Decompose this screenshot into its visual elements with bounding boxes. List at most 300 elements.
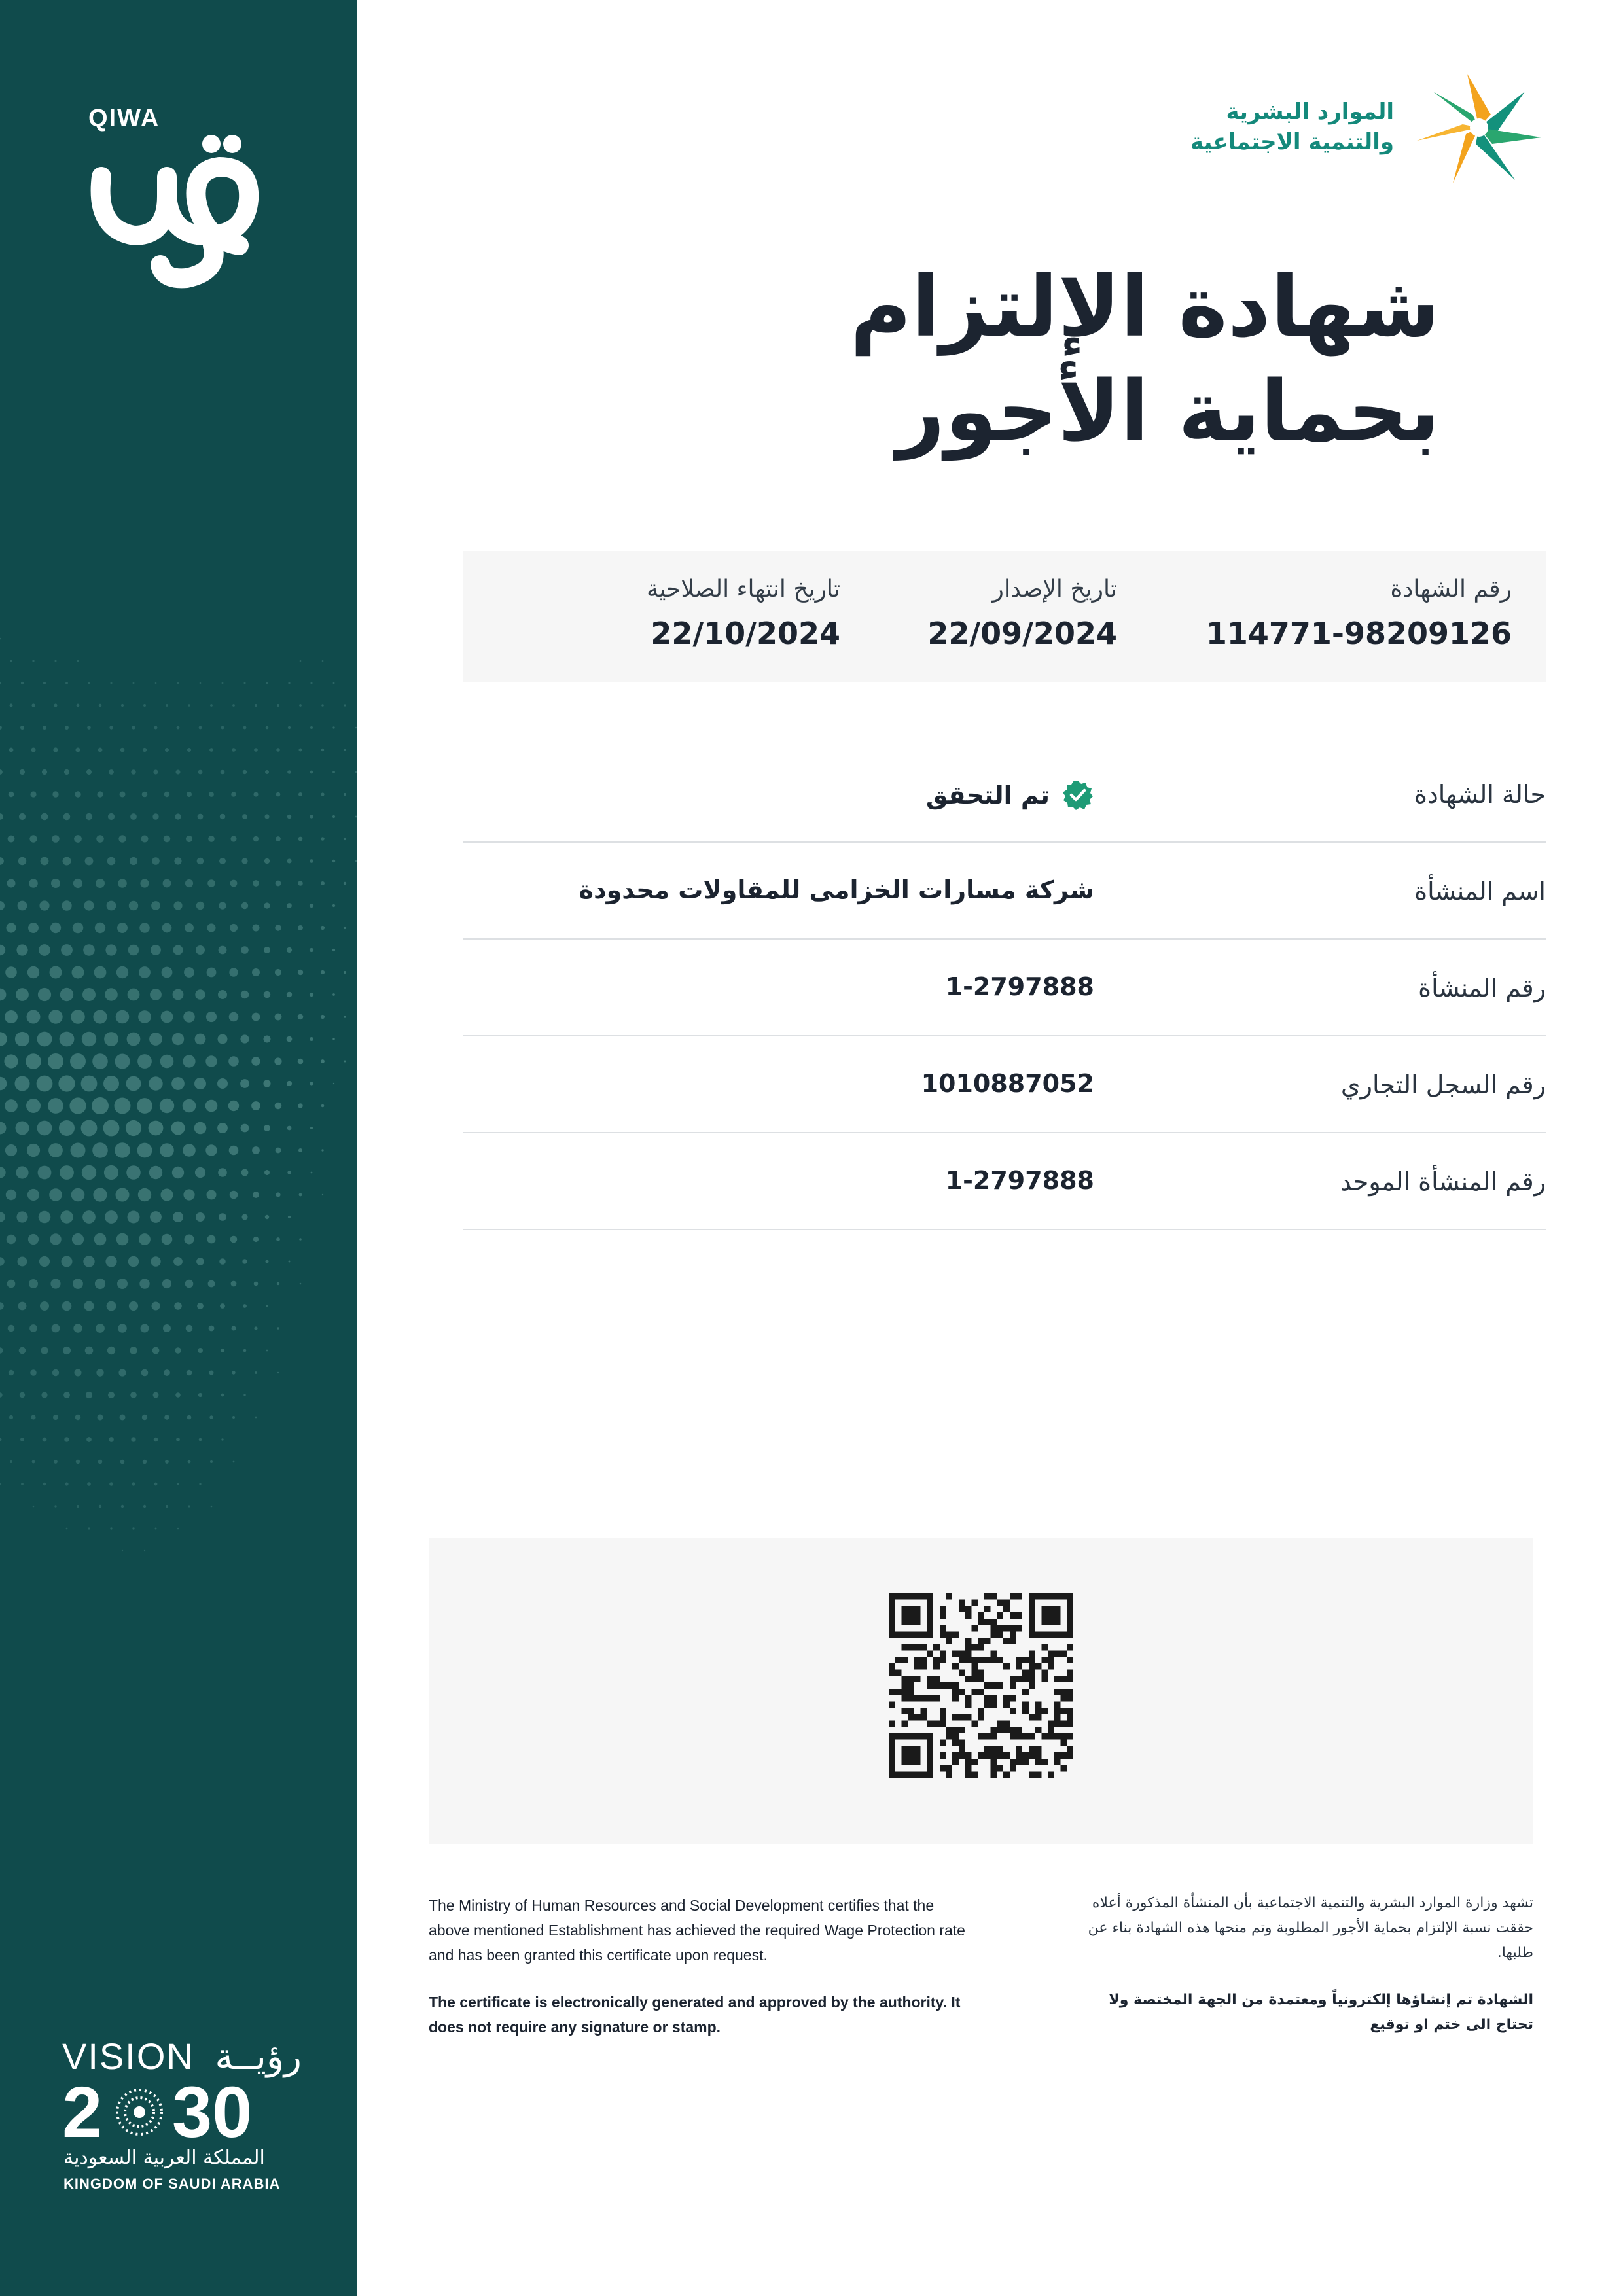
qr-module <box>1029 1651 1035 1657</box>
decorative-dot <box>287 1036 293 1042</box>
decorative-dot <box>7 879 16 888</box>
decorative-dot <box>116 1188 130 1202</box>
decorative-dot <box>165 1460 169 1464</box>
decorative-dot <box>73 923 84 934</box>
decorative-dot <box>344 749 346 751</box>
decorative-dot <box>164 836 171 843</box>
decorative-dot <box>105 988 118 1001</box>
decorative-dot <box>298 1148 302 1152</box>
decorative-dot <box>92 1097 109 1114</box>
qr-module <box>1016 1746 1022 1752</box>
decorative-dot <box>0 1392 3 1397</box>
qr-module <box>1029 1771 1035 1778</box>
decorative-dot <box>162 1234 173 1245</box>
decorative-dot <box>5 1144 17 1156</box>
decorative-dot <box>219 858 226 864</box>
qr-module <box>889 1689 895 1695</box>
decorative-dot <box>0 769 3 775</box>
decorative-dot <box>242 1259 247 1263</box>
decorative-dot <box>209 748 213 752</box>
decorative-dot <box>252 1146 260 1154</box>
decorative-dot <box>5 1010 18 1023</box>
qr-module <box>1035 1714 1042 1721</box>
decorative-dot <box>199 1483 201 1485</box>
decorative-dot <box>266 1305 268 1307</box>
decorative-dot <box>206 1012 217 1022</box>
decorative-dot <box>321 792 324 796</box>
decorative-dot <box>138 1010 151 1023</box>
qr-module <box>971 1720 978 1727</box>
decorative-dot <box>173 989 184 1000</box>
decorative-dot <box>115 1098 131 1114</box>
qr-module <box>1016 1612 1022 1619</box>
decorative-dot <box>277 1327 279 1329</box>
qr-module <box>1054 1752 1061 1759</box>
decorative-dot <box>58 1075 75 1091</box>
decorative-dot <box>199 1438 202 1441</box>
decorative-dot <box>31 1415 35 1419</box>
decorative-dot <box>129 1301 138 1311</box>
decorative-dot <box>143 1460 147 1464</box>
decorative-dot <box>149 1076 162 1090</box>
decorative-dot <box>59 1120 75 1136</box>
decorative-dot <box>321 749 324 751</box>
decorative-dot <box>20 1392 25 1398</box>
status-badge <box>926 779 1094 811</box>
decorative-dot <box>310 1127 313 1129</box>
qr-module <box>959 1657 965 1663</box>
detail-row-establishment-number <box>463 940 1546 1036</box>
qr-module <box>991 1765 997 1772</box>
decorative-dot <box>7 1280 16 1288</box>
decorative-dot <box>16 944 27 955</box>
decorative-dot <box>176 1438 180 1441</box>
qr-module <box>984 1701 991 1708</box>
qr-module <box>1022 1708 1029 1714</box>
qr-module <box>901 1644 908 1651</box>
establishment-name-label: اسم المنشأة <box>1414 877 1546 906</box>
decorative-dot <box>230 880 238 887</box>
qr-module <box>959 1606 965 1612</box>
decorative-dot <box>0 945 5 955</box>
qr-module <box>952 1759 959 1765</box>
qr-module <box>901 1708 908 1714</box>
qr-module <box>997 1657 1003 1663</box>
qr-module <box>933 1695 940 1702</box>
qr-module <box>908 1714 914 1721</box>
decorative-dot <box>60 988 73 1001</box>
qr-module <box>1067 1746 1073 1752</box>
decorative-dot <box>253 836 259 842</box>
decorative-dot <box>321 881 325 885</box>
decorative-dot <box>209 1326 215 1332</box>
qr-module <box>971 1771 978 1778</box>
qr-module <box>959 1651 965 1657</box>
decorative-dot <box>9 1370 14 1375</box>
decorative-dot <box>107 1301 116 1311</box>
decorative-dot <box>175 813 181 819</box>
decorative-dot <box>98 1460 103 1464</box>
qr-module <box>901 1606 920 1625</box>
decorative-dot <box>332 726 334 728</box>
decorative-dot <box>41 857 49 866</box>
qr-module <box>971 1663 978 1670</box>
decorative-dot <box>228 1056 239 1067</box>
qr-module <box>1054 1733 1061 1740</box>
decorative-dot <box>344 882 346 885</box>
qr-module <box>991 1759 997 1765</box>
decorative-dot <box>229 968 238 976</box>
decorative-dot <box>162 967 173 978</box>
decorative-dot <box>130 813 137 820</box>
decorative-dot <box>65 726 69 730</box>
decorative-dot <box>310 1037 313 1041</box>
decorative-dot <box>321 1104 325 1108</box>
qr-module <box>1035 1708 1042 1714</box>
decorative-dot <box>115 1142 130 1158</box>
decorative-dot <box>26 1099 41 1113</box>
qr-module <box>1003 1600 1010 1606</box>
decorative-dot <box>37 1032 52 1047</box>
qr-module <box>1048 1720 1054 1727</box>
qr-module <box>1029 1682 1035 1689</box>
qr-module <box>991 1771 997 1778</box>
qr-module <box>1029 1657 1035 1663</box>
decorative-dot <box>243 1304 247 1308</box>
decorative-dot <box>0 1257 5 1266</box>
decorative-dot <box>20 1438 24 1441</box>
decorative-dot <box>73 1279 83 1289</box>
qr-module <box>1029 1746 1035 1752</box>
qr-module <box>940 1720 946 1727</box>
decorative-dot <box>0 638 1 640</box>
decorative-dot <box>208 1280 215 1288</box>
expiry-date-label: تاريخ انتهاء الصلاحية <box>647 576 840 603</box>
decorative-dot <box>0 989 6 1001</box>
decorative-dot <box>52 1324 60 1333</box>
qr-module <box>1022 1733 1029 1740</box>
decorative-dot <box>51 879 60 888</box>
qr-module <box>1061 1695 1067 1702</box>
qr-module <box>965 1657 972 1663</box>
decorative-dot <box>8 1325 15 1332</box>
vision-2030-logo <box>62 2028 302 2199</box>
qr-module <box>908 1682 914 1689</box>
decorative-dot <box>333 682 335 684</box>
decorative-dot <box>321 1149 323 1151</box>
decorative-dot <box>9 1415 13 1419</box>
decorative-dot <box>175 1347 181 1354</box>
decorative-dot <box>241 902 248 909</box>
qr-module <box>1016 1593 1022 1600</box>
qr-module <box>1054 1714 1061 1721</box>
decorative-dot <box>6 1190 16 1200</box>
decorative-dot <box>96 835 104 843</box>
decorative-dot <box>152 1347 160 1354</box>
qr-module <box>946 1727 953 1733</box>
decorative-dot <box>171 1122 185 1135</box>
decorative-dot <box>310 1082 313 1085</box>
decorative-dot <box>172 1033 184 1045</box>
decorative-dot <box>82 1210 96 1224</box>
commercial-register-label: رقم السجل التجاري <box>1340 1070 1546 1099</box>
qr-module <box>1010 1708 1016 1714</box>
decorative-dot <box>254 748 258 752</box>
decorative-dot <box>298 970 303 975</box>
ministry-name-line2: والتنمية الاجتماعية <box>1190 129 1394 155</box>
decorative-dot <box>187 792 192 797</box>
qr-module <box>952 1695 959 1702</box>
decorative-dot <box>208 836 215 842</box>
decorative-dot <box>299 704 302 707</box>
decorative-dot <box>60 1165 74 1180</box>
qr-module <box>927 1651 933 1657</box>
qr-module <box>1041 1708 1048 1714</box>
decorative-dot <box>74 835 82 843</box>
issue-date-label: تاريخ الإصدار <box>992 576 1117 603</box>
decorative-dot <box>264 902 270 908</box>
issue-date <box>927 576 1117 651</box>
decorative-dot <box>217 1078 228 1089</box>
qr-module <box>1041 1733 1048 1740</box>
decorative-dot <box>66 1528 68 1530</box>
qr-module <box>1010 1612 1016 1619</box>
decorative-dot <box>96 1369 103 1376</box>
decorative-dot <box>62 900 71 910</box>
decorative-dot <box>287 770 291 774</box>
decorative-dot <box>10 660 12 662</box>
decorative-dot <box>10 1460 12 1463</box>
decorative-dot <box>210 704 213 707</box>
qr-module <box>1010 1759 1016 1765</box>
decorative-dot <box>52 791 58 797</box>
decorative-dot <box>104 1165 118 1180</box>
decorative-dot <box>344 927 346 929</box>
decorative-dot <box>188 1505 190 1507</box>
decorative-dot <box>54 704 58 707</box>
decorative-dot <box>205 1144 217 1156</box>
decorative-dot <box>98 1415 103 1421</box>
decorative-dot <box>198 770 203 775</box>
decorative-dot <box>177 1528 179 1530</box>
decorative-dot <box>163 1324 171 1332</box>
certificate-number-value: 114771-98209126 <box>1205 616 1512 651</box>
qr-module <box>940 1612 946 1619</box>
qr-module <box>946 1765 953 1772</box>
qr-module <box>971 1676 978 1682</box>
decorative-dot <box>266 1350 268 1352</box>
qr-module <box>940 1765 946 1772</box>
decorative-dot <box>242 814 247 819</box>
decorative-dot <box>310 815 313 818</box>
decorative-dot <box>231 792 236 797</box>
decorative-dot <box>153 1392 159 1398</box>
decorative-dot <box>298 792 302 796</box>
qr-module <box>1035 1752 1042 1759</box>
decorative-dot <box>103 1120 120 1137</box>
decorative-dot <box>252 1013 260 1021</box>
detail-row-status <box>463 746 1546 843</box>
decorative-dot <box>310 726 313 729</box>
verified-check-icon <box>1061 779 1094 811</box>
qr-module <box>940 1682 946 1689</box>
decorative-dot <box>288 1216 291 1218</box>
decorative-dot <box>105 1210 118 1224</box>
qr-module <box>1022 1676 1029 1682</box>
qr-module <box>991 1733 997 1740</box>
decorative-dot <box>73 879 82 888</box>
qr-module <box>984 1606 991 1612</box>
unified-number-label: رقم المنشأة الموحد <box>1340 1167 1546 1196</box>
decorative-dot <box>298 1059 304 1065</box>
decorative-dot <box>117 923 128 933</box>
decorative-dot <box>31 703 35 707</box>
decorative-dot <box>195 1167 205 1178</box>
decorative-dot <box>298 1103 302 1108</box>
decorative-dot <box>77 704 80 707</box>
decorative-dot <box>52 835 60 843</box>
qr-module <box>984 1619 991 1625</box>
decorative-dot <box>287 815 291 819</box>
decorative-dot <box>173 1257 183 1266</box>
qr-module <box>1003 1727 1010 1733</box>
decorative-dot <box>4 1054 18 1068</box>
decorative-dot <box>83 1256 94 1267</box>
qr-module <box>997 1727 1003 1733</box>
decorative-dot <box>143 1505 146 1508</box>
qr-module <box>1010 1638 1016 1644</box>
qr-module <box>1067 1689 1073 1695</box>
decorative-dot <box>229 1012 239 1022</box>
ministry-star-icon <box>1400 69 1544 186</box>
decorative-dot <box>130 1347 137 1354</box>
detail-row-commercial-register <box>463 1036 1546 1133</box>
decorative-dot <box>31 748 36 752</box>
decorative-dot <box>276 881 281 887</box>
qr-module <box>901 1720 908 1727</box>
qr-module <box>1010 1676 1016 1682</box>
qr-module <box>1061 1651 1067 1657</box>
qr-module <box>997 1625 1003 1632</box>
vision-emblem-icon <box>117 2090 162 2134</box>
decorative-dot <box>198 1393 202 1397</box>
qr-module <box>952 1714 959 1721</box>
decorative-dot <box>162 923 172 933</box>
decorative-dot <box>50 966 62 979</box>
decorative-dot <box>73 1324 82 1332</box>
qr-code[interactable] <box>889 1593 1073 1778</box>
decorative-dot <box>218 1034 228 1044</box>
decorative-dot <box>240 1079 249 1088</box>
qr-module <box>1003 1720 1010 1727</box>
decorative-dot <box>20 769 25 775</box>
decorative-dot <box>219 1213 226 1221</box>
decorative-dot <box>288 726 291 729</box>
qr-module <box>921 1714 927 1721</box>
decorative-dot <box>138 1188 151 1201</box>
decorative-dot <box>311 682 313 684</box>
decorative-dot <box>187 1370 192 1376</box>
decorative-dot <box>127 1033 141 1046</box>
qr-module <box>1029 1733 1035 1740</box>
decorative-dot <box>160 1055 174 1069</box>
decorative-dot <box>253 1237 259 1242</box>
decorative-dot <box>116 966 128 978</box>
vision-year <box>62 2079 298 2145</box>
decorative-dot <box>197 1303 204 1309</box>
decorative-dot <box>0 1302 4 1310</box>
qr-module <box>984 1682 991 1689</box>
decorative-dot <box>81 1120 98 1137</box>
qr-module <box>1035 1746 1042 1752</box>
qr-module <box>1003 1695 1010 1702</box>
decorative-dot <box>321 970 325 974</box>
decorative-dot <box>16 988 29 1001</box>
decorative-dot <box>48 1053 63 1069</box>
qr-module <box>978 1612 984 1619</box>
establishment-name-value: شركة مسارات الخزامى للمقاولات محدودة <box>579 875 1094 904</box>
qr-module <box>901 1676 908 1682</box>
decorative-dot <box>96 1324 105 1333</box>
decorative-dot <box>183 1099 196 1113</box>
footer-en-electronic: The certificate is electronically generated and approved by the authority. It does not require any signature or stamp. <box>429 1994 961 2036</box>
qr-module <box>959 1600 965 1606</box>
expiry-date <box>647 576 840 651</box>
decorative-dot <box>86 813 92 820</box>
qr-module <box>927 1676 933 1682</box>
decorative-dot <box>166 1505 168 1508</box>
decorative-dot <box>86 1392 92 1398</box>
decorative-dot <box>197 858 204 865</box>
decorative-dot <box>264 814 269 819</box>
qr-module <box>1041 1676 1048 1682</box>
decorative-dot <box>253 1192 259 1198</box>
qr-module <box>1010 1695 1016 1702</box>
qr-module <box>940 1708 946 1714</box>
decorative-dot <box>96 879 105 888</box>
status-label: حالة الشهادة <box>1414 780 1546 809</box>
qr-module <box>965 1701 972 1708</box>
decorative-dot <box>300 660 302 662</box>
decorative-dot <box>151 901 160 910</box>
qiwa-logo-icon <box>88 131 278 380</box>
decorative-dot <box>10 704 13 707</box>
decorative-dot <box>39 900 49 910</box>
decorative-dot <box>332 1038 334 1040</box>
qr-module <box>978 1619 984 1625</box>
qr-module <box>991 1651 997 1657</box>
decorative-dot <box>118 1324 127 1333</box>
decorative-dot <box>275 1014 282 1021</box>
decorative-dot <box>310 948 313 952</box>
decorative-dot <box>310 771 313 774</box>
decorative-dot <box>0 1483 1 1485</box>
decorative-dot <box>128 945 139 956</box>
decorative-dot <box>184 967 194 978</box>
decorative-dot <box>18 1302 27 1311</box>
decorative-dot <box>27 966 39 978</box>
decorative-dot <box>196 945 205 955</box>
qr-module <box>933 1657 940 1663</box>
qr-module <box>978 1714 984 1721</box>
decorative-dot <box>137 1098 152 1114</box>
decorative-dot <box>70 1053 86 1069</box>
qr-module <box>959 1746 965 1752</box>
decorative-dot <box>355 816 357 818</box>
decorative-dot <box>126 1120 141 1136</box>
decorative-dot <box>298 925 303 930</box>
qr-module <box>927 1682 933 1689</box>
